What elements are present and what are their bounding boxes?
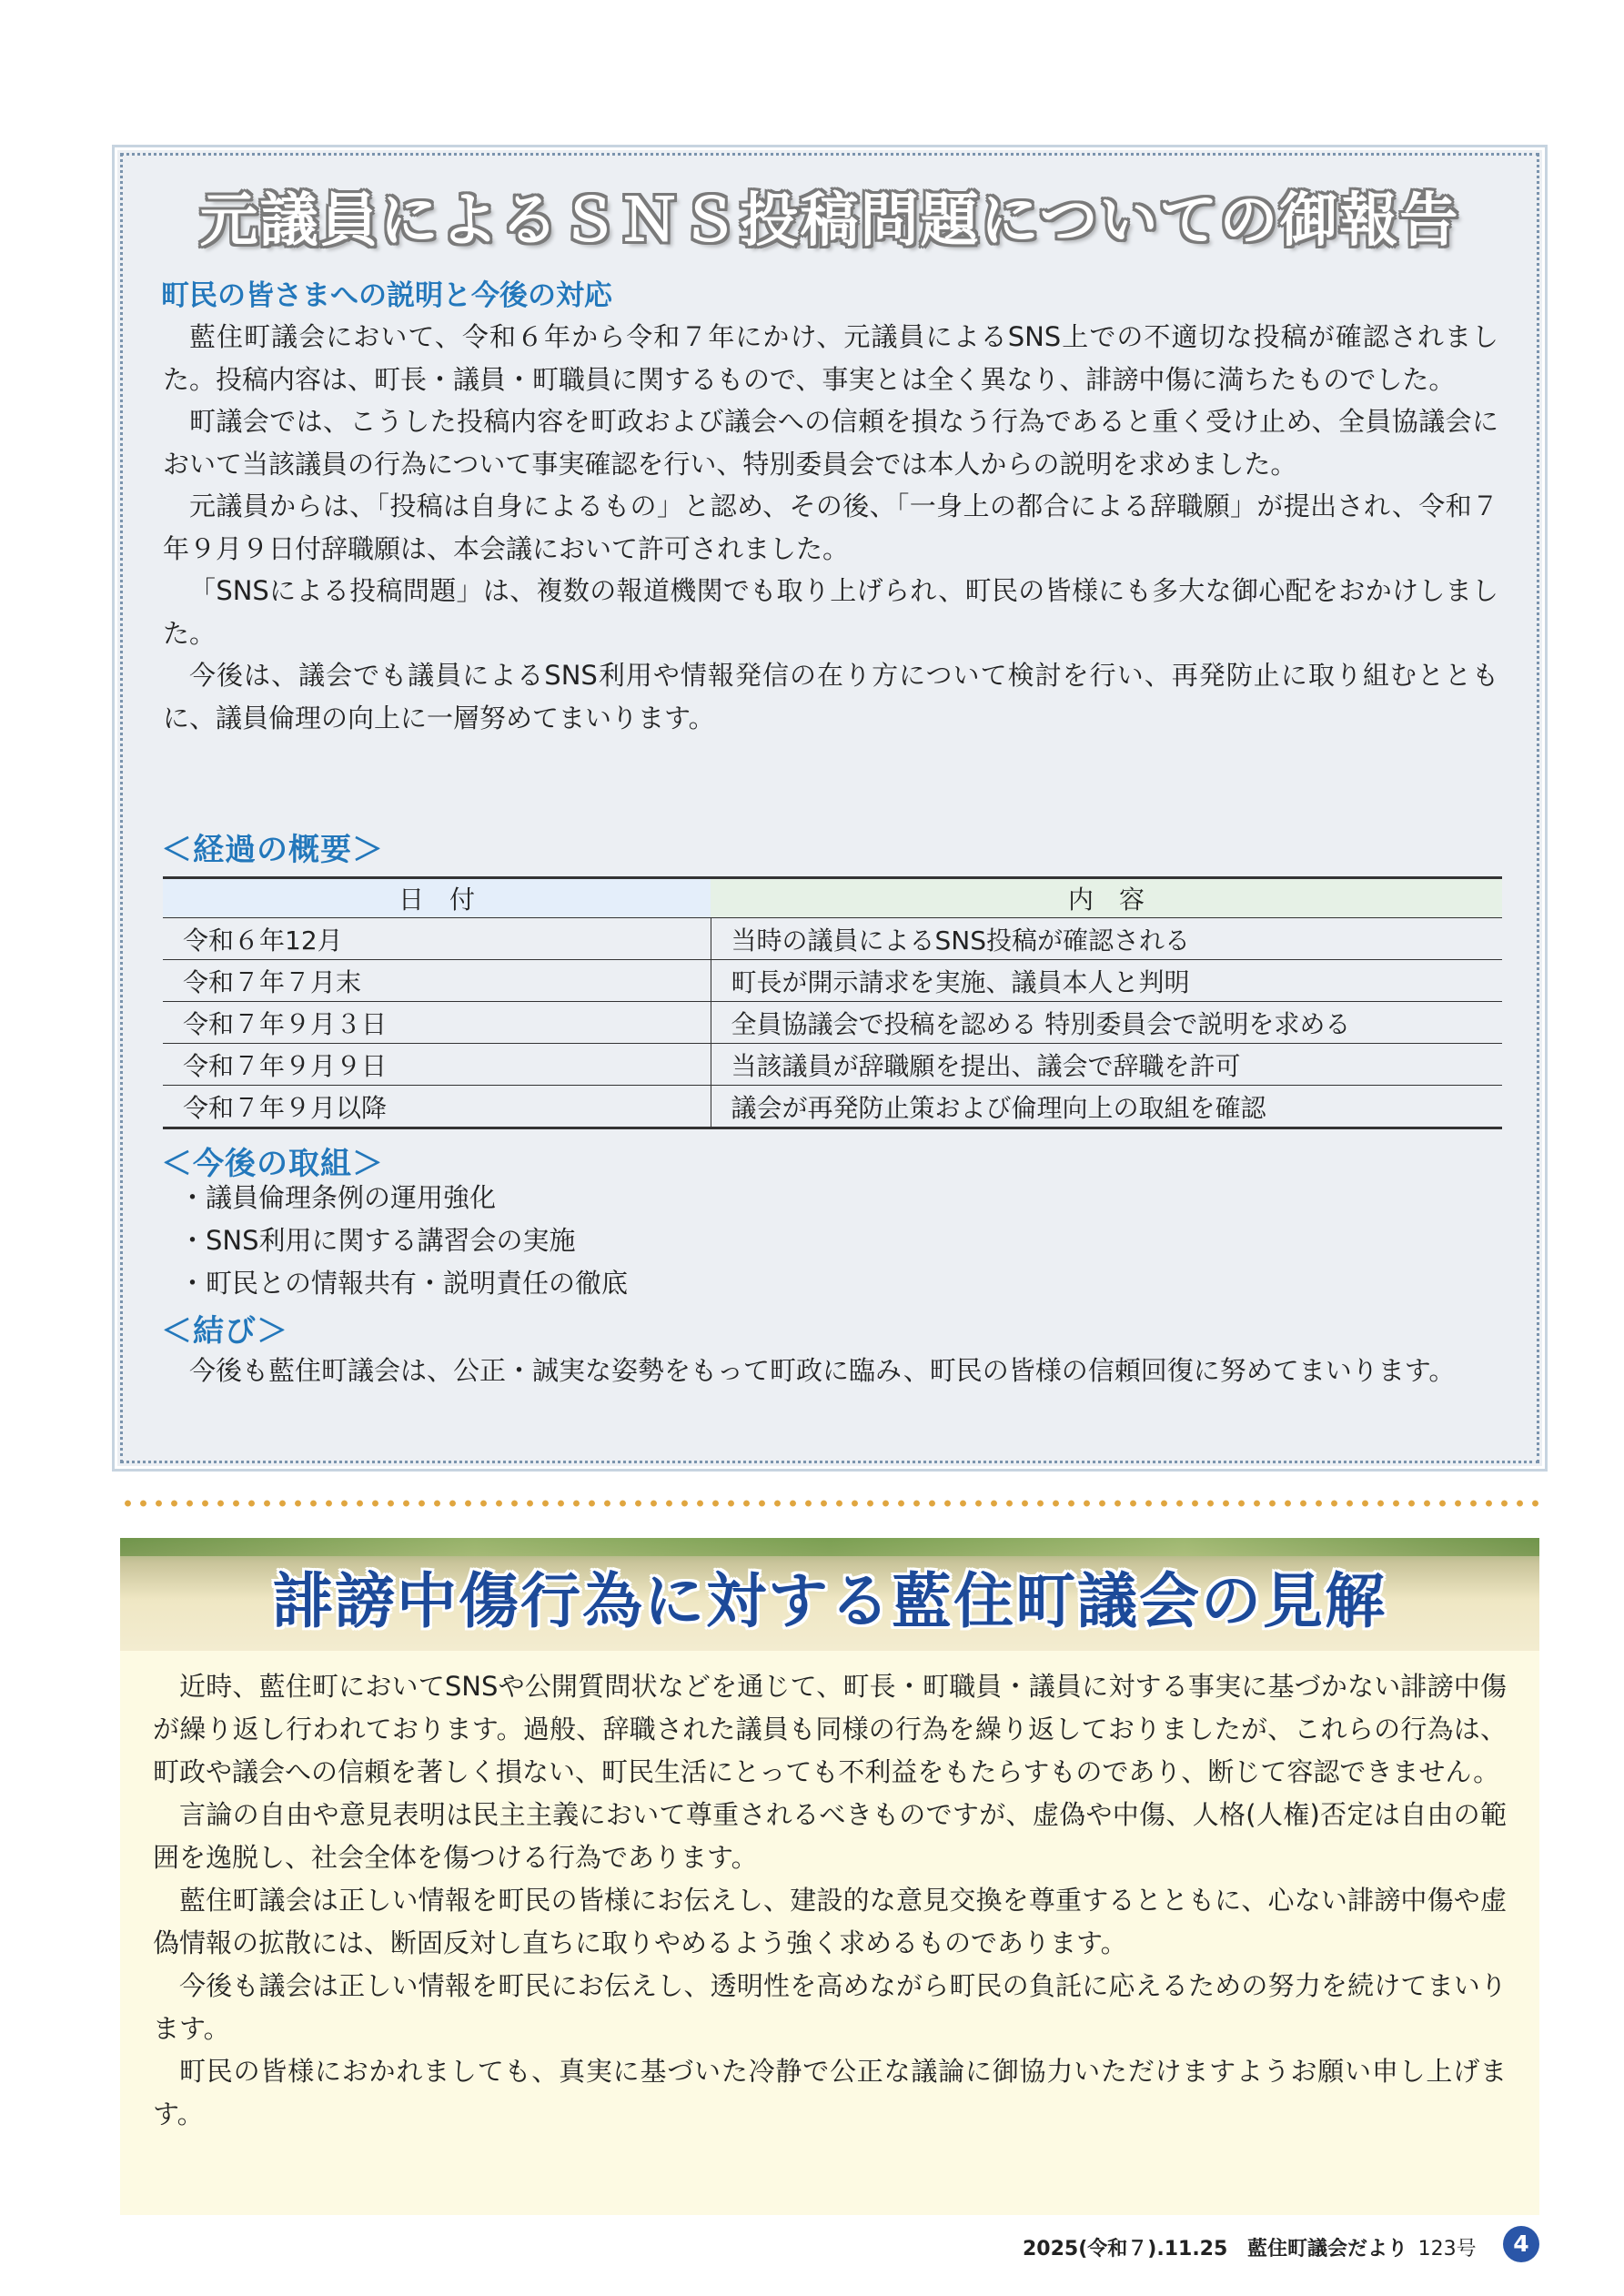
statement-section xyxy=(120,1538,1539,2215)
report-body xyxy=(163,316,1498,739)
list-item: ・SNS利用に関する講習会の実施 xyxy=(179,1225,576,1256)
report-section xyxy=(120,153,1539,1463)
cell-date: 令和７年９月９日 xyxy=(163,1044,711,1086)
table-row xyxy=(163,960,1502,1002)
list-item: ・議員倫理条例の運用強化 xyxy=(179,1182,497,1213)
paragraph: 今後は、議会でも議員によるSNS利用や情報発信の在り方について検討を行い、再発防止に取り組むとともに、議員倫理の向上に一層努めてまいります。 xyxy=(163,660,1498,733)
paragraph: 町民の皆様におかれましても、真実に基づいた冷静で公正な議論に御協力いただけますようお願い申し上げます。 xyxy=(153,2056,1507,2129)
cell-date: 令和７年９月３日 xyxy=(163,1002,711,1044)
paragraph: 近時、藍住町においてSNSや公開質問状などを通じて、町長・町職員・議員に対する事実に基づかない誹謗中傷が繰り返し行われております。過般、辞職された議員も同様の行為を繰り返しておりましたが、これらの行為は、町政や議会への信頼を著しく損ない、町民生活にとっても不利益をもたらすものであり、断じて容認できません。 xyxy=(153,1671,1507,1787)
timeline-heading: ＜経過の概要＞ xyxy=(161,832,384,868)
cell-content: 当時の議員によるSNS投稿が確認される xyxy=(711,918,1502,960)
plans-heading: ＜今後の取組＞ xyxy=(161,1146,384,1182)
dotted-divider xyxy=(120,1500,1539,1507)
table-row xyxy=(163,1002,1502,1044)
timeline-table xyxy=(163,876,1502,1129)
cell-content: 議会が再発防止策および倫理向上の取組を確認 xyxy=(711,1086,1502,1128)
paragraph: 藍住町議会は正しい情報を町民の皆様にお伝えし、建設的な意見交換を尊重するとともに、心ない誹謗中傷や虚偽情報の拡散には、断固反対し直ちに取りやめるよう強く求めるものであります。 xyxy=(153,1885,1507,1958)
cell-content: 町長が開示請求を実施、議員本人と判明 xyxy=(711,960,1502,1002)
list-item: ・町民との情報共有・説明責任の徹底 xyxy=(179,1268,629,1299)
table-row xyxy=(163,1044,1502,1086)
paragraph: 言論の自由や意見表明は民主主義において尊重されるべきものですが、虚偽や中傷、人格(人権)否定は自由の範囲を逸脱し、社会全体を傷つける行為であります。 xyxy=(153,1799,1507,1873)
page-number: 4 xyxy=(1503,2226,1539,2262)
page-footer xyxy=(1023,2233,1477,2261)
cell-content: 当該議員が辞職願を提出、議会で辞職を許可 xyxy=(711,1044,1502,1086)
footer-issue: 123号 xyxy=(1417,2238,1477,2261)
table-header-row xyxy=(163,878,1502,918)
statement-body xyxy=(153,1665,1507,2136)
table-row xyxy=(163,1086,1502,1128)
closing-heading: ＜結び＞ xyxy=(161,1313,288,1350)
paragraph: 藍住町議会において、令和６年から令和７年にかけ、元議員によるSNS上での不適切な投稿が確認されました。投稿内容は、町長・議員・町職員に関するもので、事実とは全く異なり、誹謗中傷に満ちたものでした。 xyxy=(163,321,1498,395)
closing-body xyxy=(163,1350,1498,1391)
cell-content: 全員協議会で投稿を認める 特別委員会で説明を求める xyxy=(711,1002,1502,1044)
plans-list xyxy=(179,1177,628,1305)
paragraph: 町議会では、こうした投稿内容を町政および議会への信頼を損なう行為であると重く受け止め、全員協議会において当該議員の行為について事実確認を行い、特別委員会では本人からの説明を求めました。 xyxy=(163,406,1498,480)
paragraph: 今後も藍住町議会は、公正・誠実な姿勢をもって町政に臨み、町民の皆様の信頼回復に努めてまいります。 xyxy=(189,1355,1456,1386)
paragraph: 今後も議会は正しい情報を町民にお伝えし、透明性を高めながら町民の負託に応えるための努力を続けてまいります。 xyxy=(153,1970,1507,2044)
paragraph: 元議員からは、「投稿は自身によるもの」と認め、その後、「一身上の都合による辞職願」が提出され、令和７年９月９日付辞職願は、本会議において許可されました。 xyxy=(163,491,1498,564)
statement-title: 誹謗中傷行為に対する藍住町議会の見解 xyxy=(273,1565,1387,1636)
cell-date: 令和６年12月 xyxy=(163,918,711,960)
column-header-date: 日 付 xyxy=(163,878,711,918)
footer-publication: 藍住町議会だより xyxy=(1246,2238,1407,2261)
column-header-content: 内 容 xyxy=(711,878,1502,918)
table-row xyxy=(163,918,1502,960)
footer-date: 2025(令和７).11.25 xyxy=(1023,2238,1228,2261)
cell-date: 令和７年７月末 xyxy=(163,960,711,1002)
report-subtitle: 町民の皆さまへの説明と今後の対応 xyxy=(161,279,612,312)
cell-date: 令和７年９月以降 xyxy=(163,1086,711,1128)
paragraph: 「SNSによる投稿問題」は、複数の報道機関でも取り上げられ、町民の皆様にも多大な御心配をおかけしました。 xyxy=(163,575,1498,649)
report-title: 元議員によるＳＮＳ投稿問題についての御報告 xyxy=(199,187,1460,255)
